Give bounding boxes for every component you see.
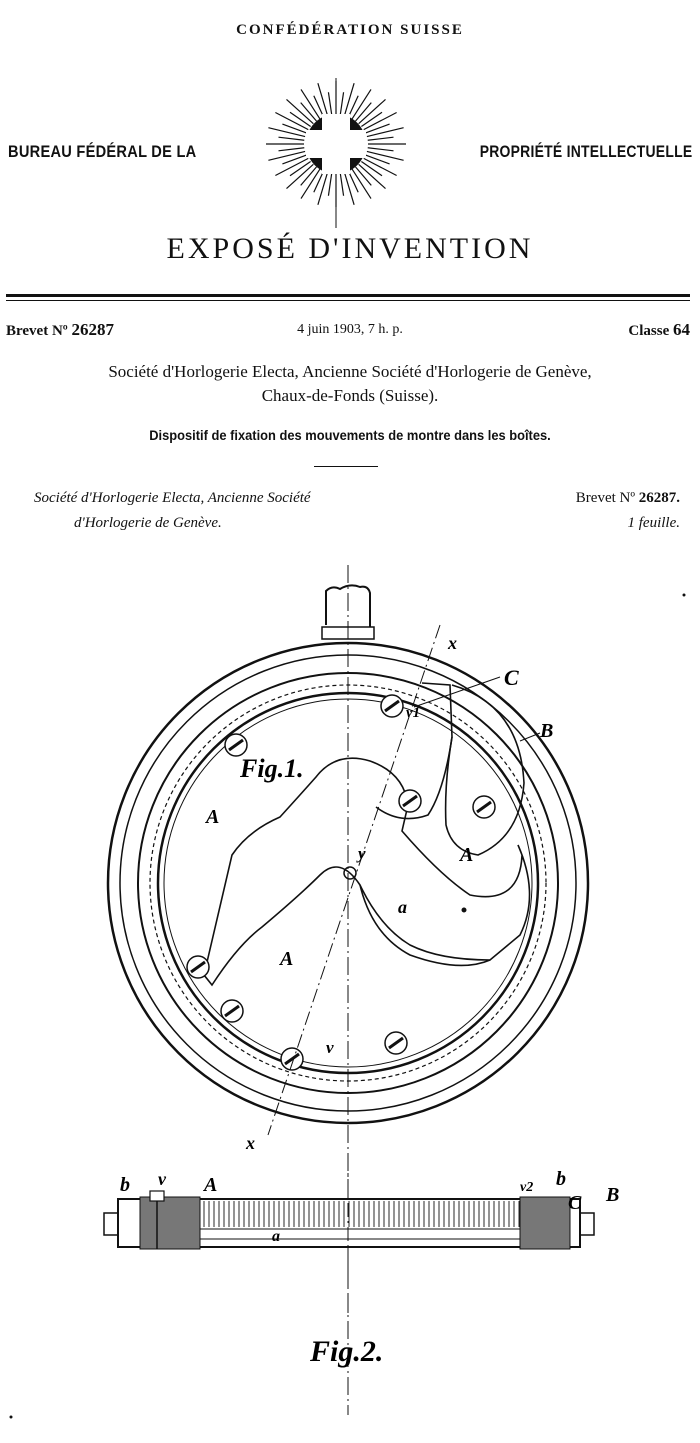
emblem-ray: [368, 148, 394, 151]
emblem-ray: [367, 151, 404, 160]
emblem-ray: [361, 162, 382, 176]
emblem-ray: [340, 173, 343, 196]
document-title: EXPOSÉ D'INVENTION: [166, 232, 534, 265]
fig2-label-c: C: [568, 1192, 582, 1214]
swiss-cross-emblem-icon: [236, 78, 436, 228]
screw-icon: [385, 1032, 407, 1054]
emblem-ray: [355, 167, 371, 186]
title-divider: [314, 466, 378, 467]
patent-number-value: 26287: [71, 320, 114, 339]
invention-title: Dispositif de fixation des mouvements de montre dans les boîtes.: [149, 427, 551, 443]
fig2-caption: Fig.2.: [310, 1335, 384, 1368]
screw-icon: [281, 1048, 303, 1070]
bureau-left-text: BUREAU FÉDÉRAL DE LA: [8, 142, 197, 161]
sheet-owner-line-2: d'Horlogerie de Genève.: [74, 515, 222, 531]
fig2-label-b-right: b: [556, 1168, 566, 1190]
sheet-owner-line-1: Société d'Horlogerie Electa, Ancienne Société: [34, 490, 311, 506]
fig1-label-a-right: A: [460, 844, 474, 866]
header-rule-thin: [6, 300, 690, 301]
fig1-caption: Fig.1.: [240, 754, 304, 783]
fig2-drawing: [104, 1155, 594, 1315]
registration-dot: [10, 1416, 13, 1419]
patent-class: [628, 320, 690, 340]
emblem-ray: [268, 151, 305, 160]
emblem-ray: [328, 173, 331, 196]
bureau-right-text: PROPRIÉTÉ INTELLECTUELLE: [479, 142, 692, 161]
emblem-ray: [355, 103, 371, 122]
fig2-label-b-left: b: [120, 1174, 130, 1196]
sheet-patent-value: 26287.: [638, 490, 680, 506]
fig1-label-v: v: [326, 1038, 334, 1057]
patent-number-prefix: Brevet Nº: [6, 323, 68, 339]
registration-dot-top: [683, 594, 686, 597]
emblem-ray: [318, 83, 328, 116]
fig2-label-a-upper: A: [204, 1174, 218, 1196]
fig1-label-a-bottom: A: [280, 948, 294, 970]
fig2-label-a-lower: a: [272, 1228, 280, 1245]
fig1-label-a-left: A: [206, 806, 220, 828]
applicant-line-1: Société d'Horlogerie Electa, Ancienne Société d'Horlogerie de Genève,: [108, 362, 592, 381]
emblem-ray: [344, 172, 354, 205]
confederation-heading: CONFÉDÉRATION SUISSE: [236, 22, 464, 38]
emblem-ray: [328, 92, 331, 115]
header-rule-thick: [6, 294, 690, 297]
fig1-label-b: B: [540, 720, 554, 742]
filing-date: 4 juin 1903, 7 h. p.: [297, 322, 403, 337]
emblem-ray: [278, 137, 304, 140]
screw-icon: [399, 790, 421, 812]
sheet-patent-number: [576, 490, 680, 507]
emblem-ray: [344, 83, 354, 116]
patent-class-prefix: Classe: [628, 323, 670, 339]
screw-icon: [221, 1000, 243, 1022]
fig1-label-x-bottom: x: [246, 1133, 255, 1153]
emblem-ray: [301, 103, 317, 122]
fig2-label-v: v: [158, 1169, 166, 1189]
screw-icon: [225, 734, 247, 756]
emblem-ray: [278, 148, 304, 151]
screw-icon: [381, 695, 403, 717]
fig2-label-b-outer: B: [606, 1184, 620, 1206]
emblem-ray: [290, 112, 311, 126]
fig1-label-x-top: x: [448, 633, 457, 653]
sheet-count: 1 feuille.: [627, 515, 680, 531]
fig1-label-c: C: [504, 665, 519, 690]
emblem-ray: [318, 172, 328, 205]
sheet-patent-prefix: Brevet Nº: [575, 490, 635, 506]
emblem-ray: [367, 128, 404, 137]
screw-icon: [187, 956, 209, 978]
emblem-ray: [340, 92, 343, 115]
patent-drawing: [0, 555, 700, 1443]
fig1-label-y: y: [358, 844, 366, 863]
fig1-label-v1: v1: [406, 705, 421, 721]
patent-class-value: 64: [673, 320, 690, 339]
emblem-ray: [361, 112, 382, 126]
fig1-label-a: a: [398, 897, 407, 917]
emblem-ray: [268, 128, 305, 137]
screw-icon: [473, 796, 495, 818]
emblem-ray: [301, 167, 317, 186]
applicant-line-2: Chaux-de-Fonds (Suisse).: [261, 386, 439, 405]
fig2-label-v2: v2: [520, 1180, 534, 1195]
emblem-ray: [368, 137, 394, 140]
emblem-ray: [290, 162, 311, 176]
